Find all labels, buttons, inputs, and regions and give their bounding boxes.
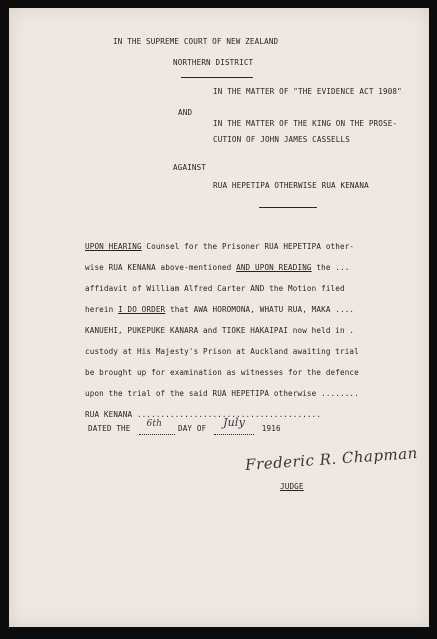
judge-title: JUDGE (280, 482, 304, 491)
upon-hearing-phrase: UPON HEARING (85, 242, 142, 251)
day-blank (139, 434, 175, 435)
order-line: RUA KENANA ....................................... (85, 410, 322, 419)
matter-prosecution-line1: IN THE MATTER OF THE KING ON THE PROSE- (213, 119, 398, 128)
court-order-page (9, 8, 429, 627)
month-blank (214, 434, 254, 435)
order-line: KANUEHI, PUKEPUKE KANARA and TIOKE HAKAIPAI now held in . (85, 326, 355, 335)
order-line: UPON HEARING Counsel for the Prisoner RUA HEPETIPA other- (85, 242, 355, 251)
order-line: herein I DO ORDER that AWA HOROMONA, WHATU RUA, MAKA .... (85, 305, 355, 314)
order-line: wise RUA KENANA above-mentioned AND UPON READING the ... (85, 263, 350, 272)
order-line: affidavit of William Alfred Carter AND the Motion filed (85, 284, 345, 293)
district-name: NORTHERN DISTRICT (173, 58, 254, 67)
order-line: upon the trial of the said RUA HEPETIPA otherwise ........ (85, 389, 359, 398)
i-do-order-phrase: I DO ORDER (118, 305, 166, 314)
handwritten-day: 6th (146, 419, 163, 429)
judge-signature: Frederic R. Chapman (244, 443, 419, 475)
and-label: AND (178, 108, 193, 117)
defendant-name: RUA HEPETIPA OTHERWISE RUA KENANA (213, 181, 369, 190)
matter-evidence-act: IN THE MATTER OF "THE EVIDENCE ACT 1908" (213, 87, 402, 96)
order-line: be brought up for examination as witnesses for the defence (85, 368, 359, 377)
upon-reading-phrase: AND UPON READING (236, 263, 312, 272)
order-line: custody at His Majesty's Prison at Auckland awaiting trial (85, 347, 359, 356)
handwritten-month: July (223, 416, 245, 429)
divider (259, 207, 317, 208)
against-label: AGAINST (173, 163, 207, 172)
court-name: IN THE SUPREME COURT OF NEW ZEALAND (113, 37, 279, 46)
dated-line: DATED THE 6th DAY OF July 1916 (88, 416, 281, 433)
divider (181, 77, 253, 78)
matter-prosecution-line2: CUTION OF JOHN JAMES CASSELLS (213, 135, 350, 144)
